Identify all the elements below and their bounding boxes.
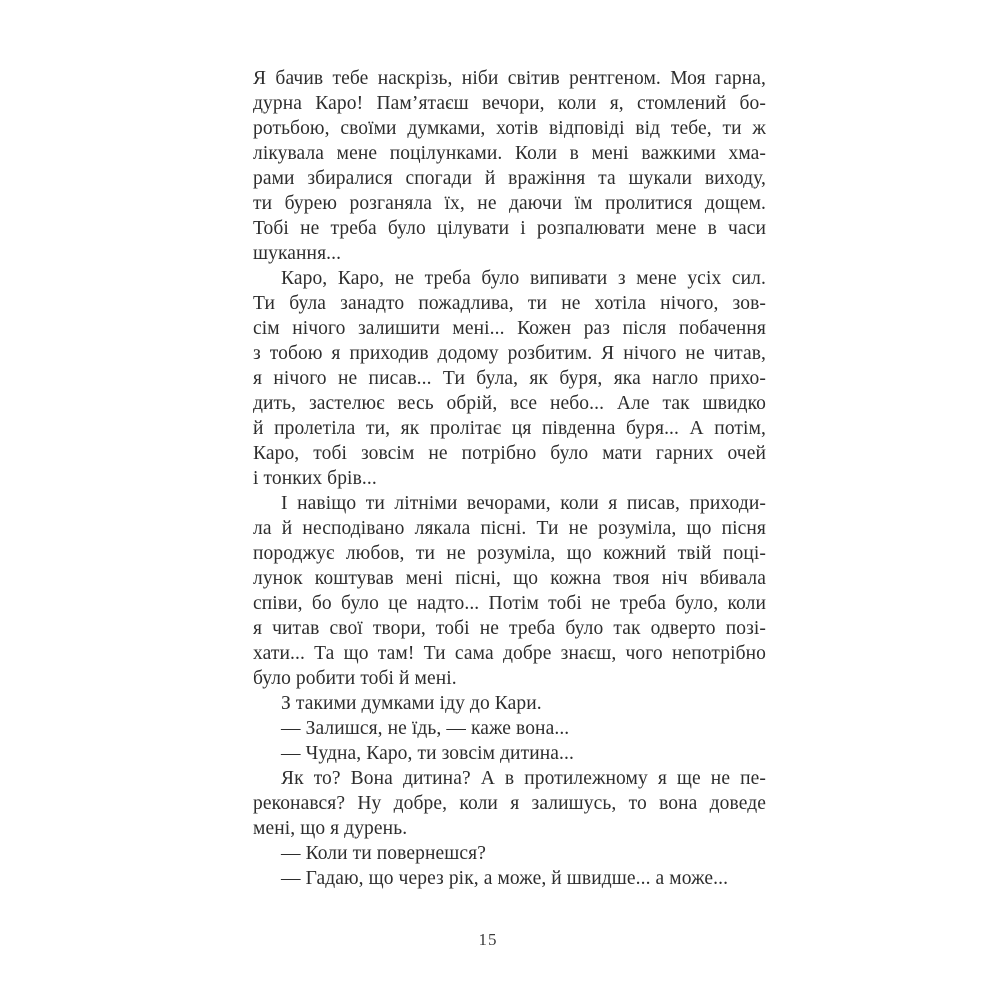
text-line: Я бачив тебе наскрізь, ніби світив рентгеном. Моя гарна, [253,68,766,89]
text-line: дить, застелює весь обрій, все небо... Але так швидко [253,393,766,414]
text-line: мені, що я дурень. [253,818,408,839]
page-number: 15 [478,930,498,949]
text-line: сім нічого залишити мені... Кожен раз після побачення [253,318,766,339]
text-line: З такими думками іду до Кари. [281,693,542,714]
text-line: і тонких брів... [253,468,377,489]
text-line: породжує любов, ти не розуміла, що кожний твій поці- [253,543,766,564]
text-line: я нічого не писав... Ти була, як буря, яка нагло прихо- [253,368,766,389]
text-line: ти бурею розганяла їх, не даючи їм пролитися дощем. [253,193,766,214]
text-line: з тобою я приходив додому розбитим. Я нічого не читав, [253,343,766,364]
text-line: було робити тобі й мені. [253,668,457,689]
text-line: реконався? Ну добре, коли я залишусь, то вона доведе [253,793,766,814]
body-text [253,66,766,891]
text-line: Тобі не треба було цілувати і розпалювати мене в часи [253,218,766,239]
text-line: лікувала мене поцілунками. Коли в мені важкими хма- [253,143,766,164]
text-line: — Чудна, Каро, ти зовсім дитина... [281,743,574,764]
text-line: — Коли ти повернешся? [281,843,486,864]
text-line: Каро, тобі зовсім не потрібно було мати гарних очей [253,443,766,464]
text-line: я читав свої твори, тобі не треба було так одверто позі- [253,618,766,639]
text-line: Як то? Вона дитина? А в протилежному я ще не пе- [281,768,766,789]
text-line: ротьбою, своїми думками, хотів відповіді від тебе, ти ж [253,118,766,139]
text-line: шукання... [253,243,342,264]
text-line: рами збиралися спогади й вражіння та шукали виходу, [253,168,766,189]
text-line: Ти була занадто пожадлива, ти не хотіла нічого, зов- [253,293,766,314]
text-line: хати... Та що там! Ти сама добре знаєш, чого непотрібно [253,643,766,664]
text-line: — Гадаю, що через рік, а може, й швидше... а може... [281,868,729,889]
text-line: ла й несподівано лякала пісні. Ти не розуміла, що пісня [253,518,766,539]
text-line: дурна Каро! Пам’ятаєш вечори, коли я, стомлений бо- [253,93,766,114]
text-line: Каро, Каро, не треба було випивати з мене усіх сил. [281,268,766,289]
text-line: — Залишся, не їдь, — каже вона... [281,718,570,739]
text-line: лунок коштував мені пісні, що кожна твоя ніч вбивала [253,568,766,589]
text-line: співи, бо було це надто... Потім тобі не треба було, коли [253,593,766,614]
text-line: І навіщо ти літніми вечорами, коли я писав, приходи- [281,493,766,514]
text-line: й пролетіла ти, як пролітає ця південна буря... А потім, [253,418,766,439]
